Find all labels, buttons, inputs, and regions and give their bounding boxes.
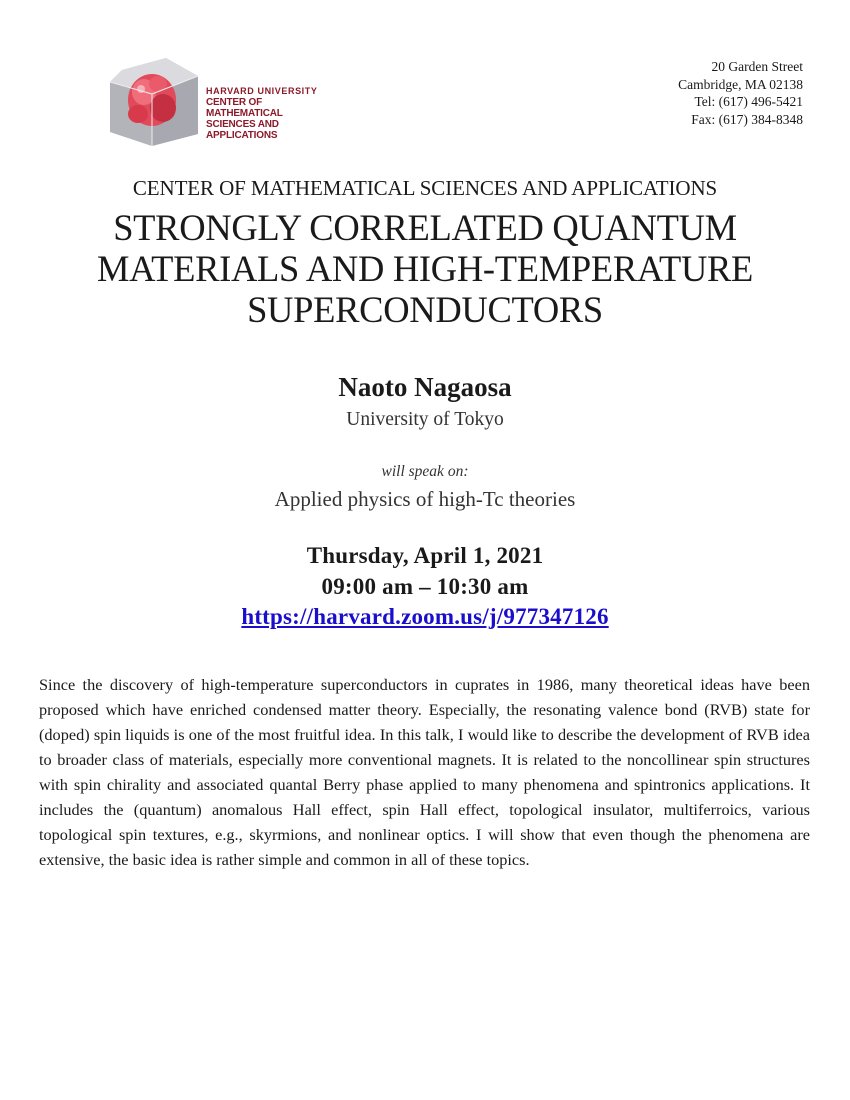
abstract-paragraph: Since the discovery of high-temperature superconductors in cuprates in 1986, many theoretical ideas have been proposed which have enriched condensed matter theory. Especially, the resonating valence bond (RVB) state for (doped) spin liquids is one of the most fruitful idea. In this talk, I would like to describe the development of RVB idea to broader class of materials, especially more conventional magnets. It is related to the noncollinear spin structures with spin chirality and associated quantal Berry phase applied to many phenomena and spintronics applications. It includes the (quantum) anomalous Hall effect, spin Hall effect, topological insulator, multiferroics, various topological spin textures, e.g., skyrmions, and nonlinear optics. I will show that even though the phenomena are extensive, the basic idea is rather simple and common in all of these topics. [39,675,810,869]
address-city: Cambridge, MA 02138 [678,76,803,92]
talk-title: Applied physics of high-Tc theories [274,487,576,511]
title-line-2: MATERIALS AND HIGH-TEMPERATURE [96,248,754,289]
logo-wordmark [206,86,328,141]
speaker-affiliation: University of Tokyo [346,409,504,430]
speak-on-intro: will speak on: [381,463,469,480]
title-line-3: SUPERCONDUCTORS [247,289,603,330]
event-date: Thursday, April 1, 2021 [306,543,544,568]
logo-line-center: CENTER OF MATHEMATICAL [206,97,283,119]
address-fax: Fax: (617) 384-8348 [691,111,803,127]
title-line-1: STRONGLY CORRELATED QUANTUM [113,207,737,248]
zoom-link-container [30,604,820,630]
zoom-link[interactable]: https://harvard.zoom.us/j/977347126 [241,604,609,629]
logo-line-sciences: SCIENCES AND APPLICATIONS [206,119,279,141]
department-heading: CENTER OF MATHEMATICAL SCIENCES AND APPLICATIONS [132,176,718,200]
address-street: 20 Garden Street [711,59,803,74]
logo-line-university: HARVARD UNIVERSITY [206,86,318,96]
address-tel: Tel: (617) 496-5421 [694,94,803,109]
event-time: 09:00 am – 10:30 am [321,574,529,599]
talk-series-title [30,207,820,330]
cmsa-logo [108,56,328,152]
speaker-name: Naoto Nagaosa [338,372,512,402]
cube-logo-icon [108,56,200,148]
address-block [678,58,803,128]
